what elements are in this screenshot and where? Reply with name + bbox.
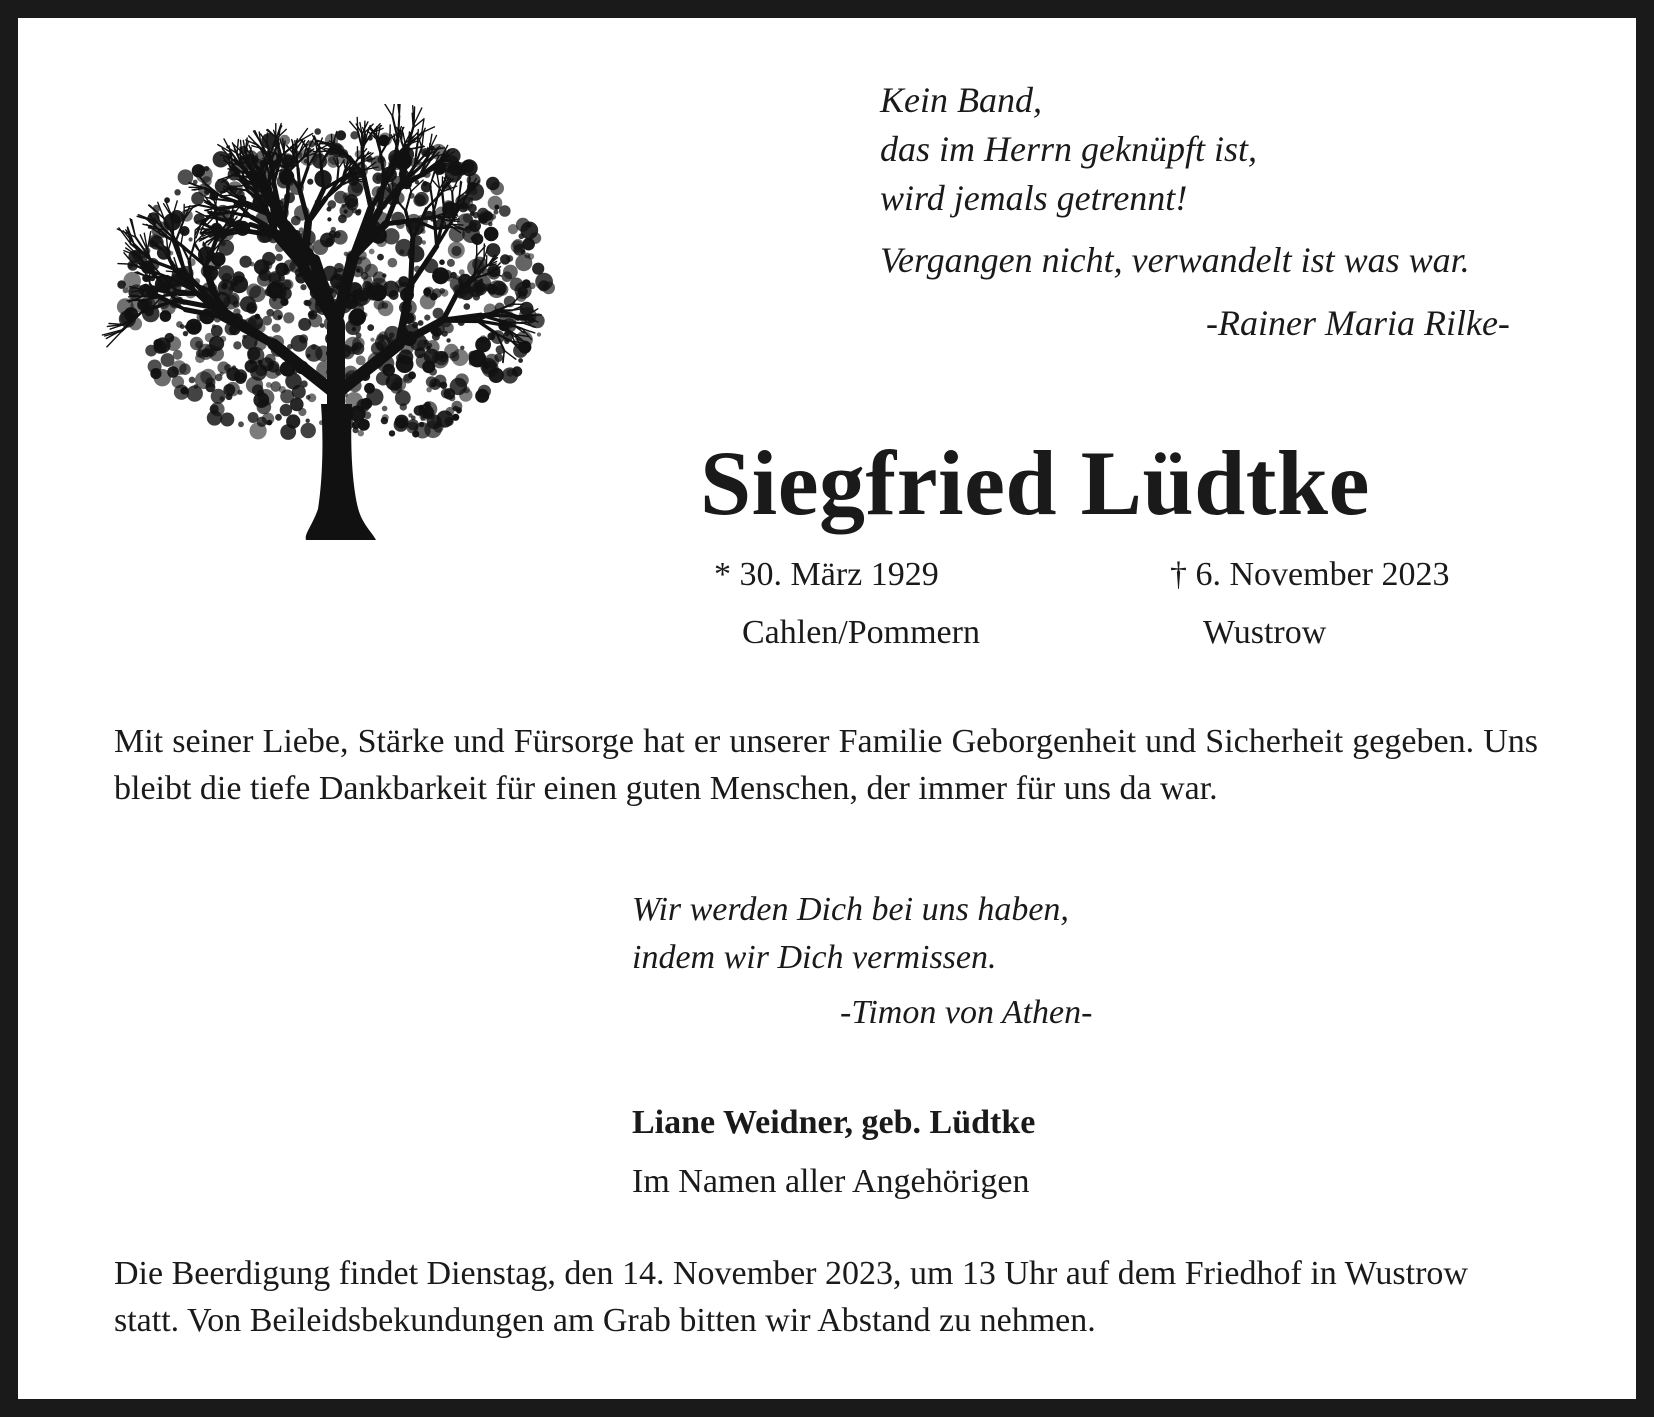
birth-date: * 30. März 1929: [714, 556, 939, 593]
quote-line: Vergangen nicht, verwandelt ist was war.: [880, 240, 1470, 280]
death-place: Wustrow: [1203, 614, 1327, 651]
quote-line: wird jemals getrennt!: [880, 178, 1188, 218]
obituary-card: [18, 18, 1636, 1399]
quote-line: Kein Band,: [880, 80, 1042, 120]
tribute-paragraph: Mit seiner Liebe, Stärke und Fürsorge hat er unserer Familie Geborgenheit und Sicherheit gegeben. Uns bleibt die tiefe Dankbarkeit für einen guten Menschen, der immer für uns da war.: [114, 723, 1538, 807]
quote-line: das im Herrn geknüpft ist,: [880, 129, 1257, 169]
deceased-name: Siegfried Lüdtke: [700, 432, 1370, 534]
quote-line: indem wir Dich vermissen.: [632, 939, 997, 976]
signer-name: Liane Weidner, geb. Lüdtke: [632, 1104, 1036, 1141]
quote-author: -Rainer Maria Rilke-: [1206, 303, 1510, 343]
signer-note: Im Namen aller Angehörigen: [632, 1163, 1030, 1200]
tree-silhouette-icon: [96, 104, 566, 544]
funeral-notice: Die Beerdigung findet Dienstag, den 14. November 2023, um 13 Uhr auf dem Friedhof in Wustrow statt. Von Beileidsbekundungen am Grab bitten wir Abstand zu nehmen.: [114, 1255, 1468, 1339]
quote-line: Wir werden Dich bei uns haben,: [632, 891, 1069, 928]
quote-author: -Timon von Athen-: [840, 994, 1093, 1031]
death-date: † 6. November 2023: [1170, 556, 1450, 593]
birth-place: Cahlen/Pommern: [742, 614, 980, 651]
